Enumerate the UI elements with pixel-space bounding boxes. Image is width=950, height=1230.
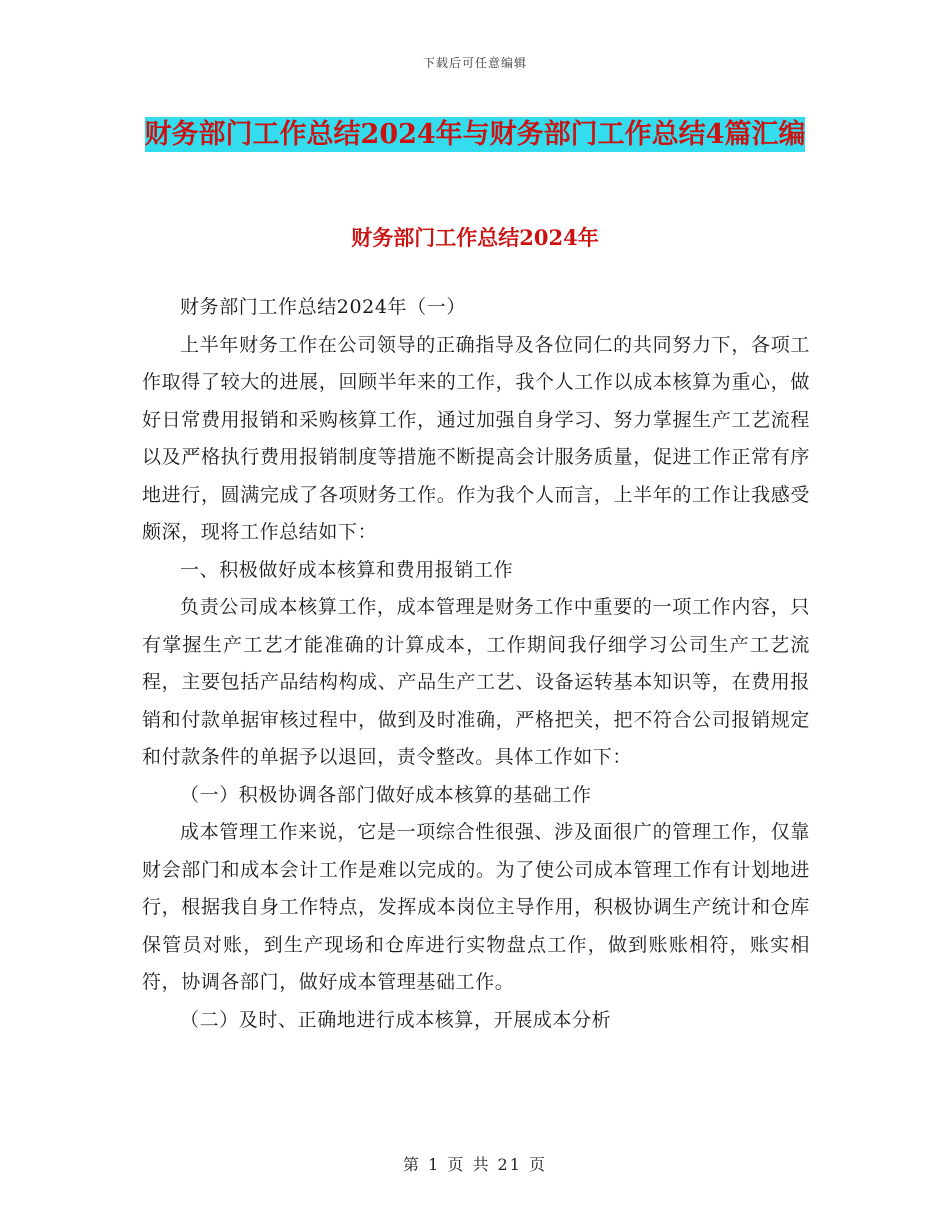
paragraph: 负责公司成本核算工作，成本管理是财务工作中重要的一项工作内容，只有掌握生产工艺才能准确的计算成本，工作期间我仔细学习公司生产工艺流程，主要包括产品结构构成、产品生产工艺、设备运转基本知识等，在费用报销和付款单据审核过程中，做到及时准确，严格把关，把不符合公司报销规定和付款条件的单据予以退回，责令整改。具体工作如下： — [142, 596, 810, 768]
document-body — [142, 289, 810, 1039]
paragraph: 上半年财务工作在公司领导的正确指导及各位同仁的共同努力下，各项工作取得了较大的进展，回顾半年来的工作，我个人工作以成本核算为重心，做好日常费用报销和采购核算工作，通过加强自身学习、努力掌握生产工艺流程以及严格执行费用报销制度等措施不断提高会计服务质量，促进工作正常有序地进行，圆满完成了各项财务工作。作为我个人而言，上半年的工作让我感受颇深，现将工作总结如下： — [142, 333, 810, 543]
document-title — [140, 112, 810, 158]
paragraph: （二）及时、正确地进行成本核算，开展成本分析 — [180, 1008, 612, 1031]
paragraph: 一、积极做好成本核算和费用报销工作 — [180, 558, 514, 581]
section-title: 财务部门工作总结2024年 — [351, 225, 599, 250]
page-number-footer: 第 1 页 共 21 页 — [403, 1155, 547, 1174]
header-note: 下载后可任意编辑 — [422, 56, 527, 70]
document-title-text: 财务部门工作总结2024年与财务部门工作总结4篇汇编 — [144, 119, 806, 150]
paragraph: 成本管理工作来说，它是一项综合性很强、涉及面很广的管理工作，仅靠财会部门和成本会计工作是难以完成的。为了使公司成本管理工作有计划地进行，根据我自身工作特点，发挥成本岗位主导作用，积极协调生产统计和仓库保管员对账，到生产现场和仓库进行实物盘点工作，做到账账相符，账实相符，协调各部门，做好成本管理基础工作。 — [142, 821, 810, 993]
paragraph: 财务部门工作总结2024年（一） — [180, 296, 466, 318]
paragraph: （一）积极协调各部门做好成本核算的基础工作 — [180, 783, 592, 806]
